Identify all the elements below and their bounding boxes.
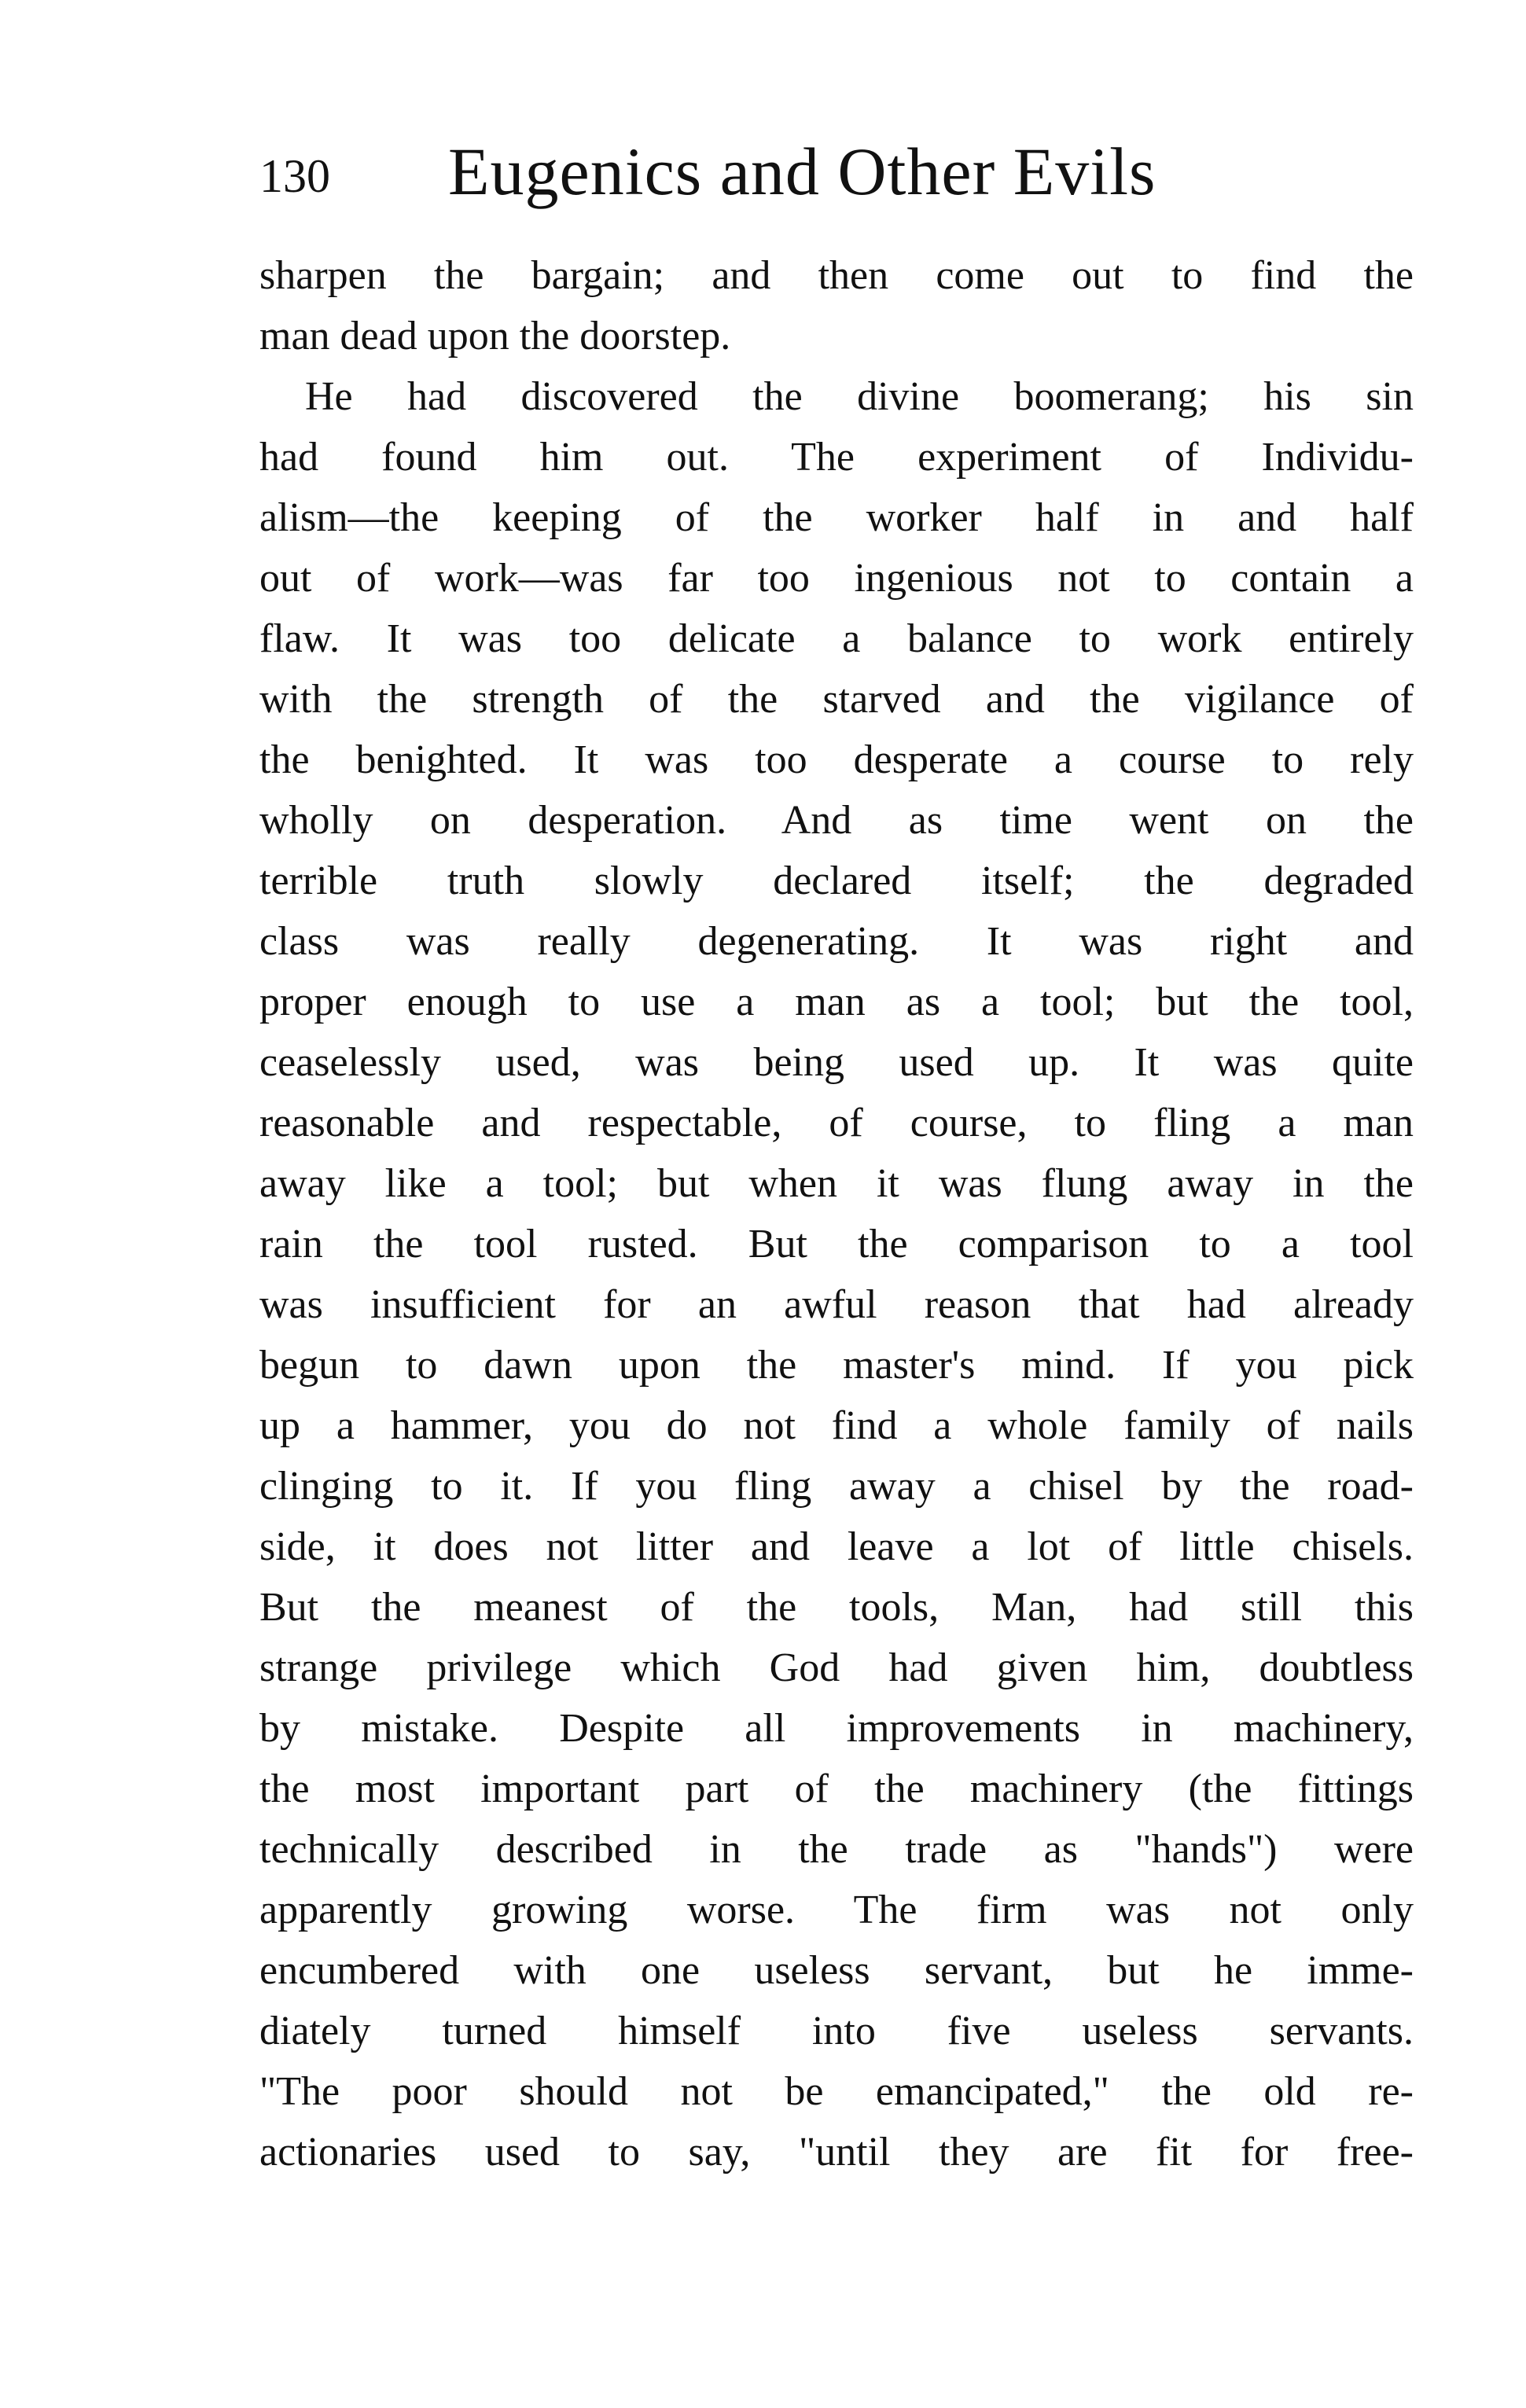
- text-line: He had discovered the divine boomerang; his sin: [305, 374, 1414, 419]
- text-line: ceaselessly used, was being used up. It was quite: [259, 1040, 1414, 1085]
- text-line: by mistake. Despite all improvements in machinery,: [259, 1706, 1414, 1751]
- text-line: sharpen the bargain; and then come out to find the: [259, 253, 1414, 298]
- text-line: technically described in the trade as "hands") were: [259, 1827, 1414, 1872]
- text-line: the benighted. It was too desperate a course to rely: [259, 737, 1414, 782]
- text-line: alism—the keeping of the worker half in and half: [259, 495, 1414, 540]
- text-line: actionaries used to say, "until they are fit for free-: [259, 2130, 1414, 2175]
- text-line: out of work—was far too ingenious not to contain a: [259, 556, 1414, 601]
- text-line: wholly on desperation. And as time went on the: [259, 798, 1414, 843]
- text-line: proper enough to use a man as a tool; but the tool,: [259, 980, 1414, 1024]
- text-line: But the meanest of the tools, Man, had still this: [259, 1585, 1414, 1630]
- text-line: reasonable and respectable, of course, to fling a man: [259, 1101, 1414, 1145]
- text-line: clinging to it. If you fling away a chisel by the road-: [259, 1464, 1414, 1509]
- running-title: Eugenics and Other Evils: [448, 134, 1156, 209]
- page-number: 130: [259, 150, 330, 202]
- text-line: encumbered with one useless servant, but he imme-: [259, 1948, 1414, 1993]
- text-line: rain the tool rusted. But the comparison to a tool: [259, 1222, 1414, 1266]
- text-line: apparently growing worse. The firm was not only: [259, 1888, 1414, 1932]
- text-line: diately turned himself into five useless servants.: [259, 2009, 1414, 2053]
- text-line: with the strength of the starved and the vigilance of: [259, 677, 1414, 722]
- text-line: had found him out. The experiment of Individu-: [259, 435, 1414, 480]
- running-header: [259, 132, 1415, 211]
- text-line: was insufficient for an awful reason that had already: [259, 1282, 1414, 1327]
- text-line: man dead upon the doorstep.: [259, 314, 731, 358]
- text-line: begun to dawn upon the master's mind. If you pick: [259, 1343, 1414, 1388]
- text-line: terrible truth slowly declared itself; the degraded: [259, 858, 1414, 903]
- text-line: flaw. It was too delicate a balance to work entirely: [259, 616, 1414, 661]
- text-line: up a hammer, you do not find a whole family of nails: [259, 1403, 1414, 1448]
- text-line: away like a tool; but when it was flung away in the: [259, 1161, 1414, 1206]
- text-line: class was really degenerating. It was right and: [259, 919, 1414, 964]
- text-line: "The poor should not be emancipated," the old re-: [259, 2069, 1414, 2114]
- text-line: the most important part of the machinery (the fittings: [259, 1766, 1414, 1811]
- text-line: strange privilege which God had given him, doubtless: [259, 1645, 1414, 1690]
- page-body-text: [259, 245, 1414, 2182]
- text-line: side, it does not litter and leave a lot of little chisels.: [259, 1524, 1414, 1569]
